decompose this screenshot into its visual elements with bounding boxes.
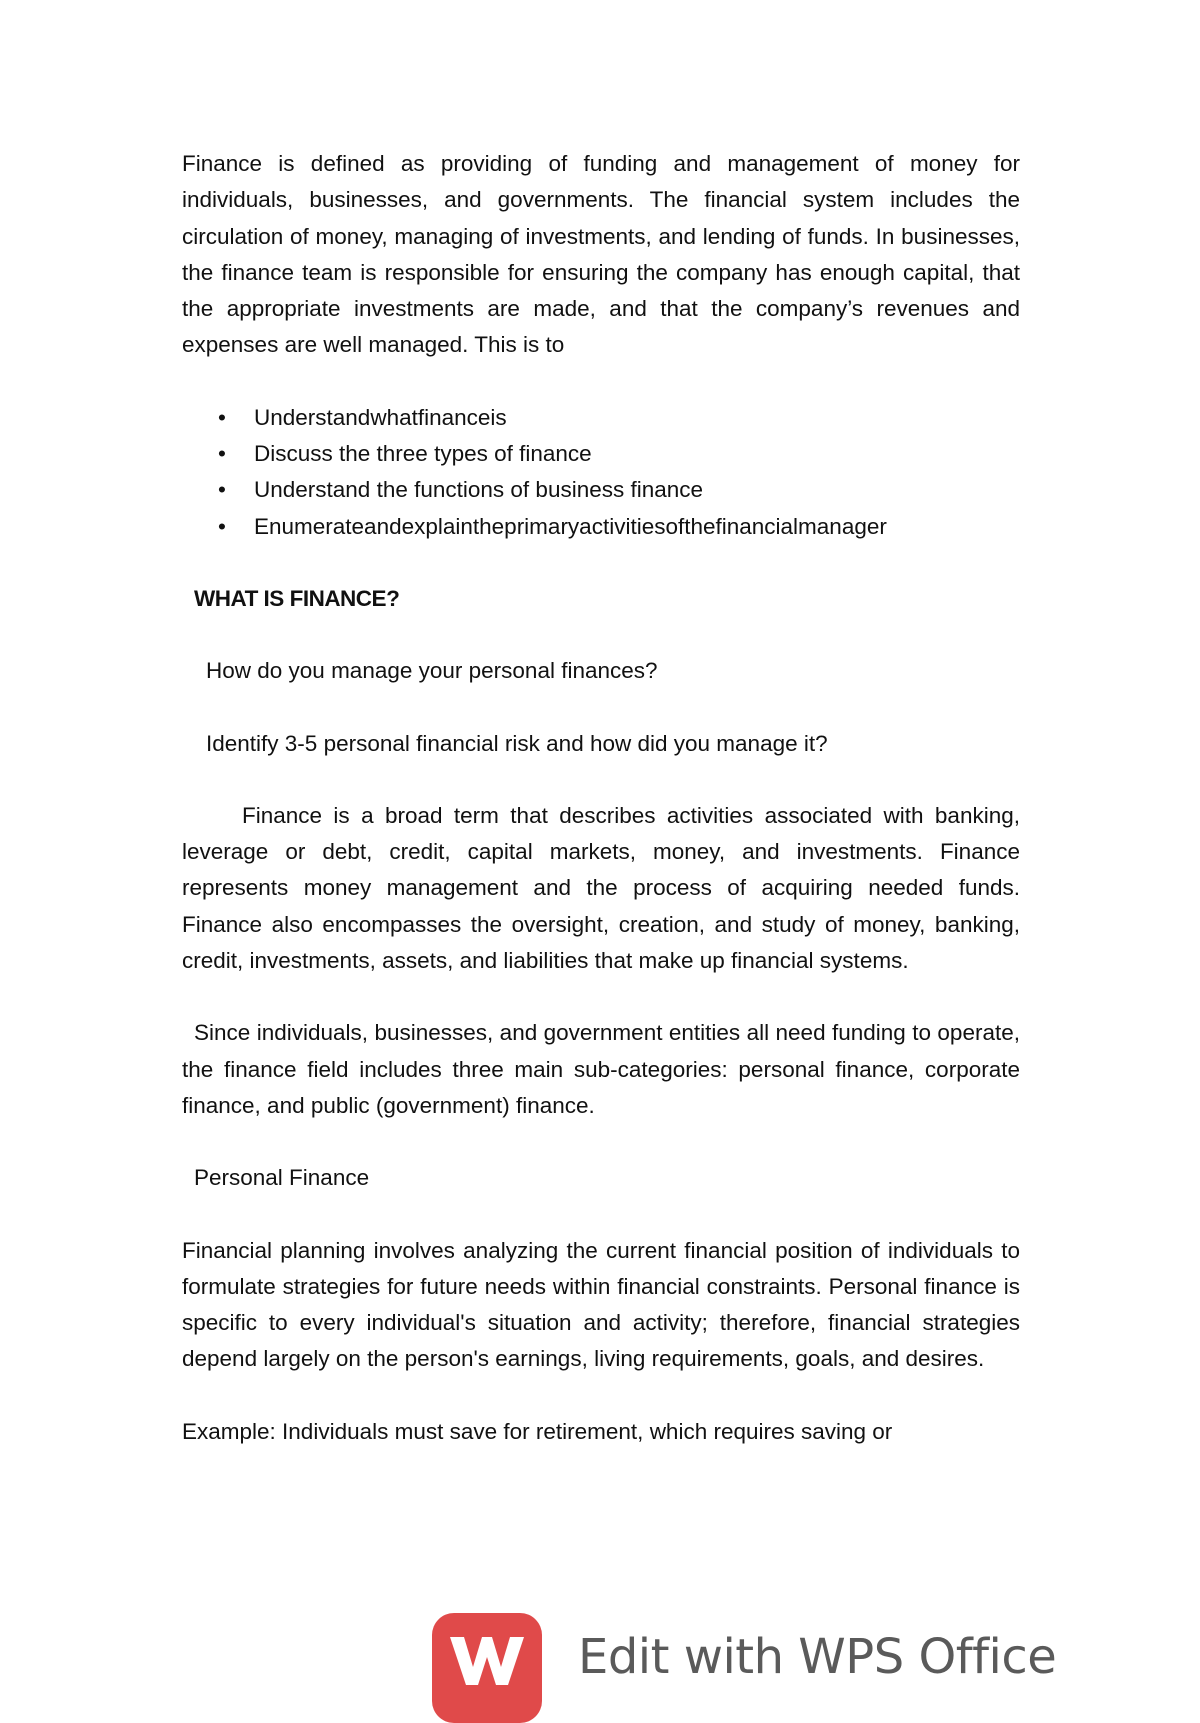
objectives-list [182, 400, 1020, 545]
example-paragraph: Example: Individuals must save for retirement, which requires saving or [182, 1418, 893, 1444]
bullet-icon: • [218, 477, 226, 503]
list-item-text: Understandwhatfinanceis [254, 404, 507, 430]
subheading-personal-finance: Personal Finance [194, 1165, 370, 1191]
categories-paragraph: Since individuals, businesses, and government entities all need funding to operate, the finance field includes three main sub-categories: personal finance, corporate finance, and public (government) finance. [182, 1020, 1020, 1118]
question-2-text: Identify 3-5 personal financial risk and how did you manage it? [206, 730, 828, 756]
list-item-text: Discuss the three types of finance [254, 441, 592, 467]
personal-finance-paragraph: Financial planning involves analyzing the current financial position of individuals to formulate strategies for future needs within financial constraints. Personal finance is specific to every individual's situation and activity; therefore, financial strategies depend largely on the person's earnings, living requirements, goals, and desires. [182, 1237, 1020, 1372]
list-item-text: Enumerateandexplaintheprimaryactivitiesofthefinancialmanager [254, 513, 887, 539]
intro-paragraph: Finance is defined as providing of funding and management of money for individuals, businesses, and governments. The financial system includes the circulation of money, managing of investments, and lending of funds. In businesses, the finance team is responsible for ensuring the company has enough capital, that the appropriate investments are made, and that the company’s revenues and expenses are well managed. This is to [182, 151, 1020, 358]
question-1-text: How do you manage your personal finances? [206, 658, 658, 684]
bullet-icon: • [218, 441, 226, 467]
list-item [182, 436, 1020, 472]
list-item [182, 400, 1020, 436]
question-1 [182, 653, 1020, 689]
document-body [182, 146, 1020, 1450]
wps-footer-text: Edit with WPS Office [578, 1629, 1057, 1685]
list-item-text: Understand the functions of business finance [254, 477, 704, 503]
section-heading: WHAT IS FINANCE? [194, 585, 400, 611]
question-2 [182, 726, 1020, 762]
bullet-icon: • [218, 404, 226, 430]
definition-paragraph: Finance is a broad term that describes activities associated with banking, leverage or debt, credit, capital markets, money, and investments. Finance represents money management and the process of acquiring needed funds. Finance also encompasses the oversight, creation, and study of money, banking, credit, investments, assets, and liabilities that make up financial systems. [182, 802, 1020, 974]
bullet-icon: • [218, 513, 226, 539]
list-item [182, 509, 1020, 545]
wps-footer-banner[interactable] [432, 1613, 1072, 1697]
wps-office-logo-icon [432, 1613, 542, 1723]
list-item [182, 472, 1020, 508]
wps-w-mark-icon [446, 1631, 528, 1691]
